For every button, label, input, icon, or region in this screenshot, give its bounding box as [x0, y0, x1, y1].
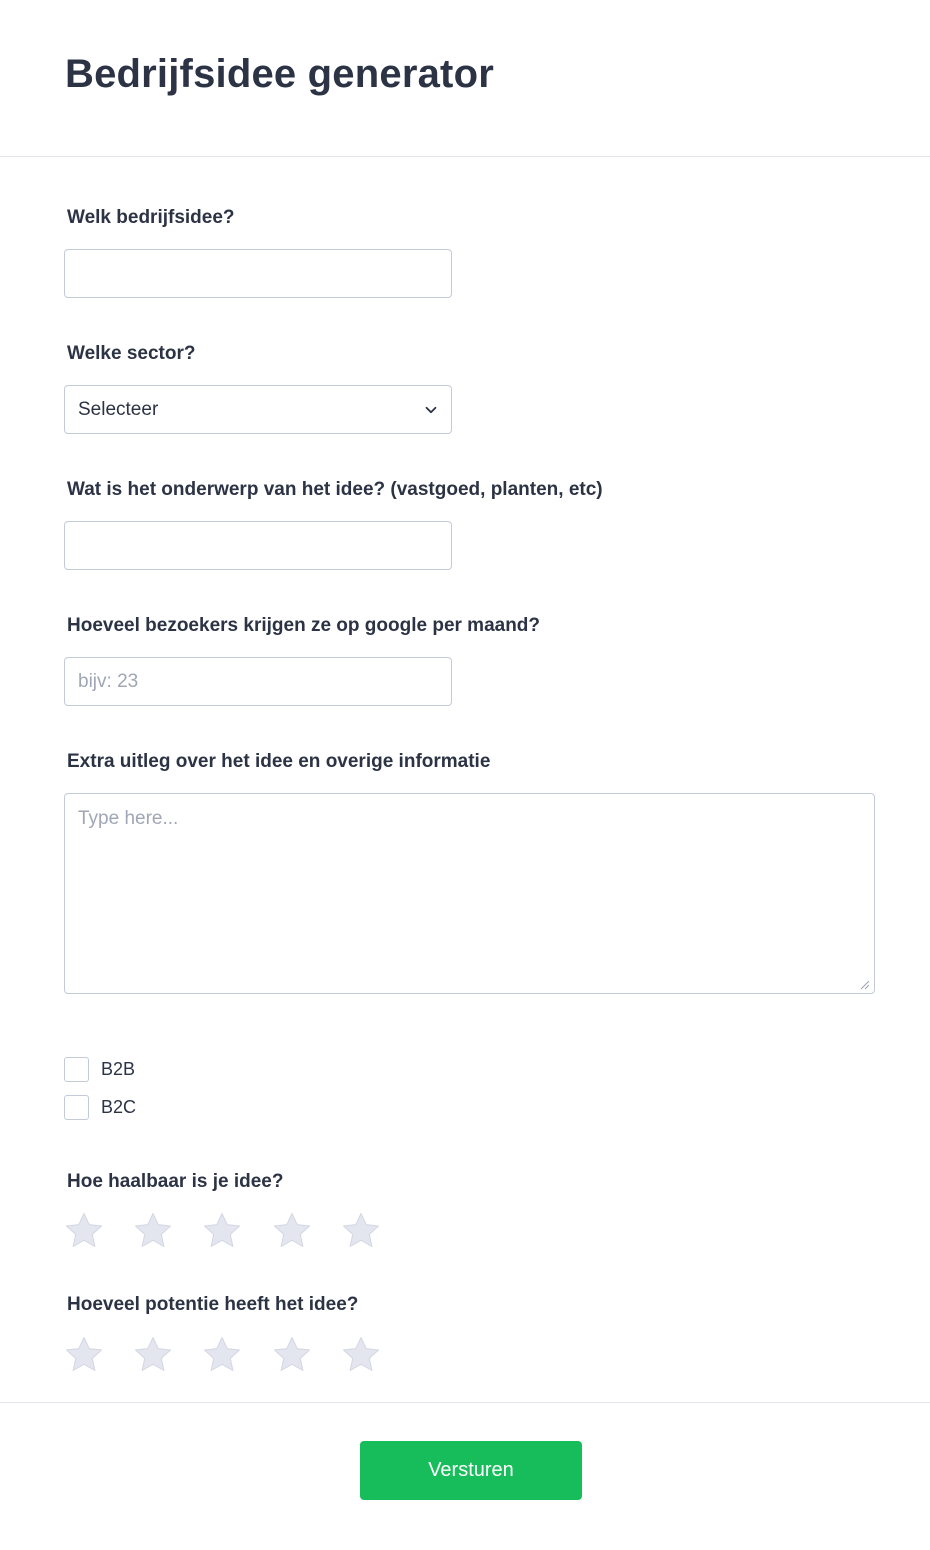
- checkbox-b2c[interactable]: [64, 1095, 89, 1120]
- checkbox-b2c-row[interactable]: [64, 1095, 136, 1120]
- checkbox-b2b[interactable]: [64, 1057, 89, 1082]
- star-icon[interactable]: [341, 1335, 381, 1375]
- business-idea-input[interactable]: [64, 249, 452, 298]
- checkbox-b2c-label: B2C: [101, 1097, 137, 1117]
- potential-rating[interactable]: [64, 1335, 410, 1375]
- resize-grip-icon[interactable]: [858, 977, 870, 989]
- feasibility-label: Hoe haalbaar is je idee?: [67, 1171, 284, 1192]
- page-title: Bedrijfsidee generator: [65, 52, 494, 96]
- extra-info-textarea[interactable]: [64, 793, 875, 994]
- subject-input[interactable]: [64, 521, 452, 570]
- sector-select[interactable]: [64, 385, 452, 434]
- star-icon[interactable]: [341, 1211, 381, 1251]
- potential-label: Hoeveel potentie heeft het idee?: [67, 1294, 359, 1315]
- star-icon[interactable]: [272, 1335, 312, 1375]
- sector-select-value: Selecteer: [78, 398, 159, 420]
- visitors-label: Hoeveel bezoekers krijgen ze op google per maand?: [67, 615, 541, 636]
- subject-label: Wat is het onderwerp van het idee? (vastgoed, planten, etc): [67, 479, 603, 500]
- star-icon[interactable]: [133, 1211, 173, 1251]
- star-icon[interactable]: [272, 1211, 312, 1251]
- checkbox-b2b-row[interactable]: [64, 1057, 135, 1082]
- feasibility-rating[interactable]: [64, 1211, 410, 1251]
- submit-button[interactable]: Versturen: [360, 1441, 582, 1500]
- business-idea-label: Welk bedrijfsidee?: [67, 207, 235, 228]
- sector-label: Welke sector?: [67, 343, 196, 364]
- star-icon[interactable]: [133, 1335, 173, 1375]
- chevron-down-icon: [424, 403, 438, 417]
- visitors-input[interactable]: [64, 657, 452, 706]
- star-icon[interactable]: [64, 1335, 104, 1375]
- checkbox-b2b-label: B2B: [101, 1059, 136, 1079]
- extra-info-label: Extra uitleg over het idee en overige informatie: [67, 751, 491, 772]
- form-header: [0, 0, 930, 157]
- star-icon[interactable]: [64, 1211, 104, 1251]
- star-icon[interactable]: [202, 1211, 242, 1251]
- star-icon[interactable]: [202, 1335, 242, 1375]
